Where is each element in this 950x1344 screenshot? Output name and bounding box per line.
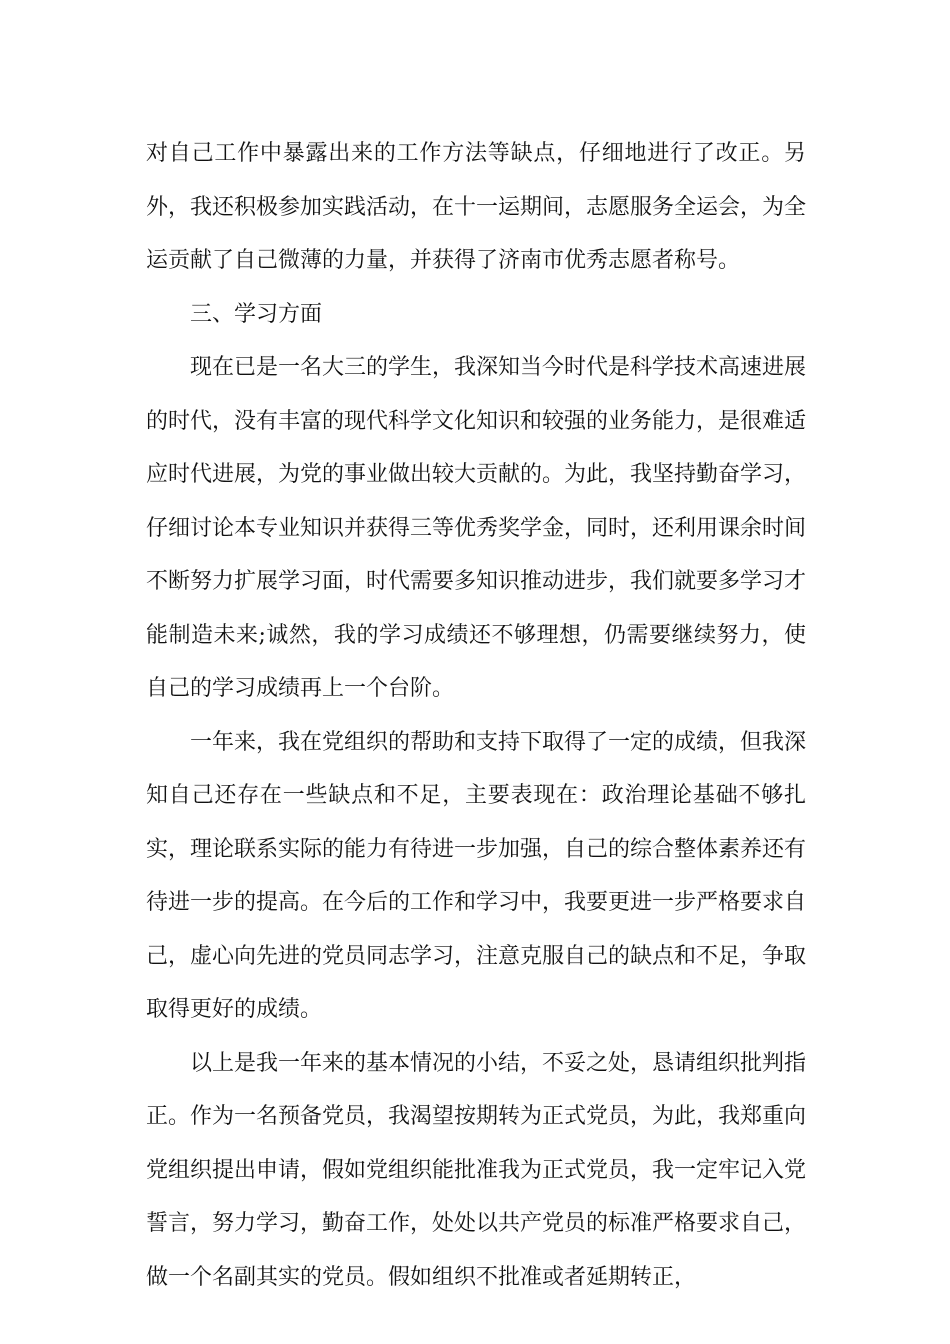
paragraph-continuation: 对自己工作中暴露出来的工作方法等缺点，仔细地进行了改正。另外，我还积极参加实践活动，在十一运期间，志愿服务全运会，为全运贡献了自己微薄的力量，并获得了济南市优秀志愿者称号。 — [146, 141, 807, 273]
document-body — [146, 127, 806, 1304]
paragraph-shortcomings: 一年来，我在党组织的帮助和支持下取得了一定的成绩，但我深知自己还存在一些缺点和不足，主要表现在：政治理论基础不够扎实，理论联系实际的能力有待进一步加强，自己的综合整体素养还有待进一步的提高。在今后的工作和学习中，我要更进一步严格要求自己，虚心向先进的党员同志学习，注意克服自己的缺点和不足，争取取得更好的成绩。 — [146, 729, 807, 1022]
paragraph-conclusion: 以上是我一年来的基本情况的小结，不妥之处，恳请组织批判指正。作为一名预备党员，我渴望按期转为正式党员，为此，我郑重向党组织提出申请，假如党组织能批准我为正式党员，我一定牢记入党誓言，努力学习，勤奋工作，处处以共产党员的标准严格要求自己，做一个名副其实的党员。假如组织不批准或者延期转正， — [146, 1050, 807, 1290]
section-heading-study: 三、学习方面 — [190, 301, 323, 327]
paragraph-study: 现在已是一名大三的学生，我深知当今时代是科学技术高速进展的时代，没有丰富的现代科学文化知识和较强的业务能力，是很难适应时代进展，为党的事业做出较大贡献的。为此，我坚持勤奋学习，仔细讨论本专业知识并获得三等优秀奖学金，同时，还利用课余时间不断努力扩展学习面，时代需要多知识推动进步，我们就要多学习才能制造未来;诚然，我的学习成绩还不够理想，仍需要继续努力，使自己的学习成绩再上一个台阶。 — [146, 355, 807, 701]
